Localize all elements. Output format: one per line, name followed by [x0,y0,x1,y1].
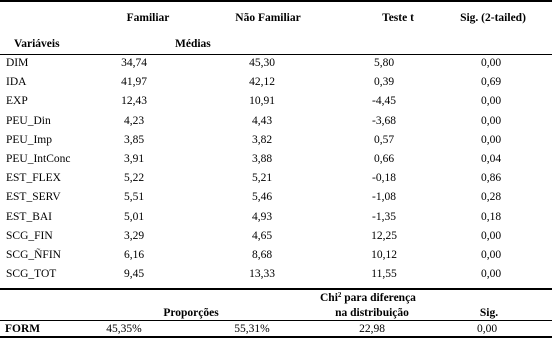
form-label: FORM [5,323,41,335]
cell-familiar: 3,29 [123,230,145,242]
cell-variavel: PEU_Imp [6,134,52,146]
cell-familiar: 41,97 [121,76,147,88]
cell-teste-t: -0,18 [372,172,396,184]
cell-nao-familiar: 13,33 [249,268,275,280]
form-familiar-value: 45,35% [106,323,142,335]
chi-label: Chi [320,292,338,304]
cell-familiar: 34,74 [121,57,147,69]
table-bottom-rule [0,288,552,290]
cell-familiar: 12,43 [121,95,147,107]
cell-familiar: 9,45 [123,268,145,280]
cell-sig: 0,69 [480,76,502,88]
cell-nao-familiar: 4,65 [251,230,273,242]
cell-variavel: DIM [6,57,29,69]
cell-nao-familiar: 45,30 [249,57,275,69]
cell-variavel: EST_BAI [6,211,52,223]
cell-sig: 0,00 [480,230,502,242]
col-header-nao-familiar: Não Familiar [235,12,301,24]
cell-sig: 0,00 [480,134,502,146]
cell-familiar: 5,01 [123,211,145,223]
cell-teste-t: -1,35 [372,211,396,223]
cell-variavel: PEU_IntConc [6,153,71,165]
cell-nao-familiar: 4,93 [251,211,273,223]
cell-variavel: SCG_TOT [6,268,57,280]
form-top-rule [0,320,552,321]
cell-teste-t: -3,68 [372,115,396,127]
cell-sig: 0,04 [480,153,502,165]
cell-sig: 0,00 [480,268,502,280]
cell-nao-familiar: 5,46 [251,191,273,203]
cell-teste-t: 0,39 [373,76,395,88]
label-medias: Médias [175,38,211,50]
cell-nao-familiar: 42,12 [249,76,275,88]
cell-nao-familiar: 3,88 [251,153,273,165]
label-variaveis: Variáveis [14,38,60,50]
cell-sig: 0,86 [480,172,502,184]
form-chi-value: 22,98 [359,323,385,335]
cell-variavel: EXP [6,95,28,107]
cell-familiar: 5,51 [123,191,145,203]
cell-familiar: 4,23 [123,115,145,127]
chi-label-suffix: para diferença [341,292,416,304]
top-rule [0,0,552,2]
cell-sig: 0,00 [480,249,502,261]
cell-familiar: 6,16 [123,249,145,261]
cell-teste-t: 5,80 [373,57,395,69]
cell-familiar: 3,91 [123,153,145,165]
cell-sig: 0,28 [480,191,502,203]
header-divider-rule [0,54,552,55]
cell-variavel: SCG_ÑFIN [6,249,61,261]
cell-sig: 0,18 [480,211,502,223]
col-header-teste-t: Teste t [382,12,414,24]
cell-teste-t: 0,57 [373,134,395,146]
col-header-familiar: Familiar [126,12,170,24]
cell-sig: 0,00 [480,95,502,107]
cell-familiar: 5,22 [123,172,145,184]
cell-nao-familiar: 8,68 [251,249,273,261]
sig-header: Sig. [479,307,499,319]
cell-variavel: EST_FLEX [6,172,61,184]
chi-header-line1 [320,291,416,305]
form-sig-value: 0,00 [476,323,498,335]
col-header-sig: Sig. (2-tailed) [460,12,526,24]
cell-variavel: SCG_FIN [6,230,53,242]
cell-familiar: 3,85 [123,134,145,146]
cell-teste-t: -1,08 [372,191,396,203]
form-nao-familiar-value: 55,31% [234,323,270,335]
cell-nao-familiar: 10,91 [249,95,275,107]
cell-teste-t: 10,12 [371,249,397,261]
cell-teste-t: -4,45 [372,95,396,107]
cell-nao-familiar: 3,82 [251,134,273,146]
cell-nao-familiar: 4,43 [251,115,273,127]
cell-variavel: IDA [6,76,27,88]
chi-superscript: 2 [337,291,342,299]
cell-teste-t: 0,66 [373,153,395,165]
proporcoes-header: Proporções [163,307,219,319]
cell-teste-t: 11,55 [371,268,397,280]
cell-variavel: PEU_Din [6,115,51,127]
chi-header-line2: na distribuição [335,307,409,319]
cell-teste-t: 12,25 [371,230,397,242]
cell-variavel: EST_SERV [6,191,61,203]
cell-sig: 0,00 [480,57,502,69]
cell-nao-familiar: 5,21 [251,172,273,184]
cell-sig: 0,00 [480,115,502,127]
